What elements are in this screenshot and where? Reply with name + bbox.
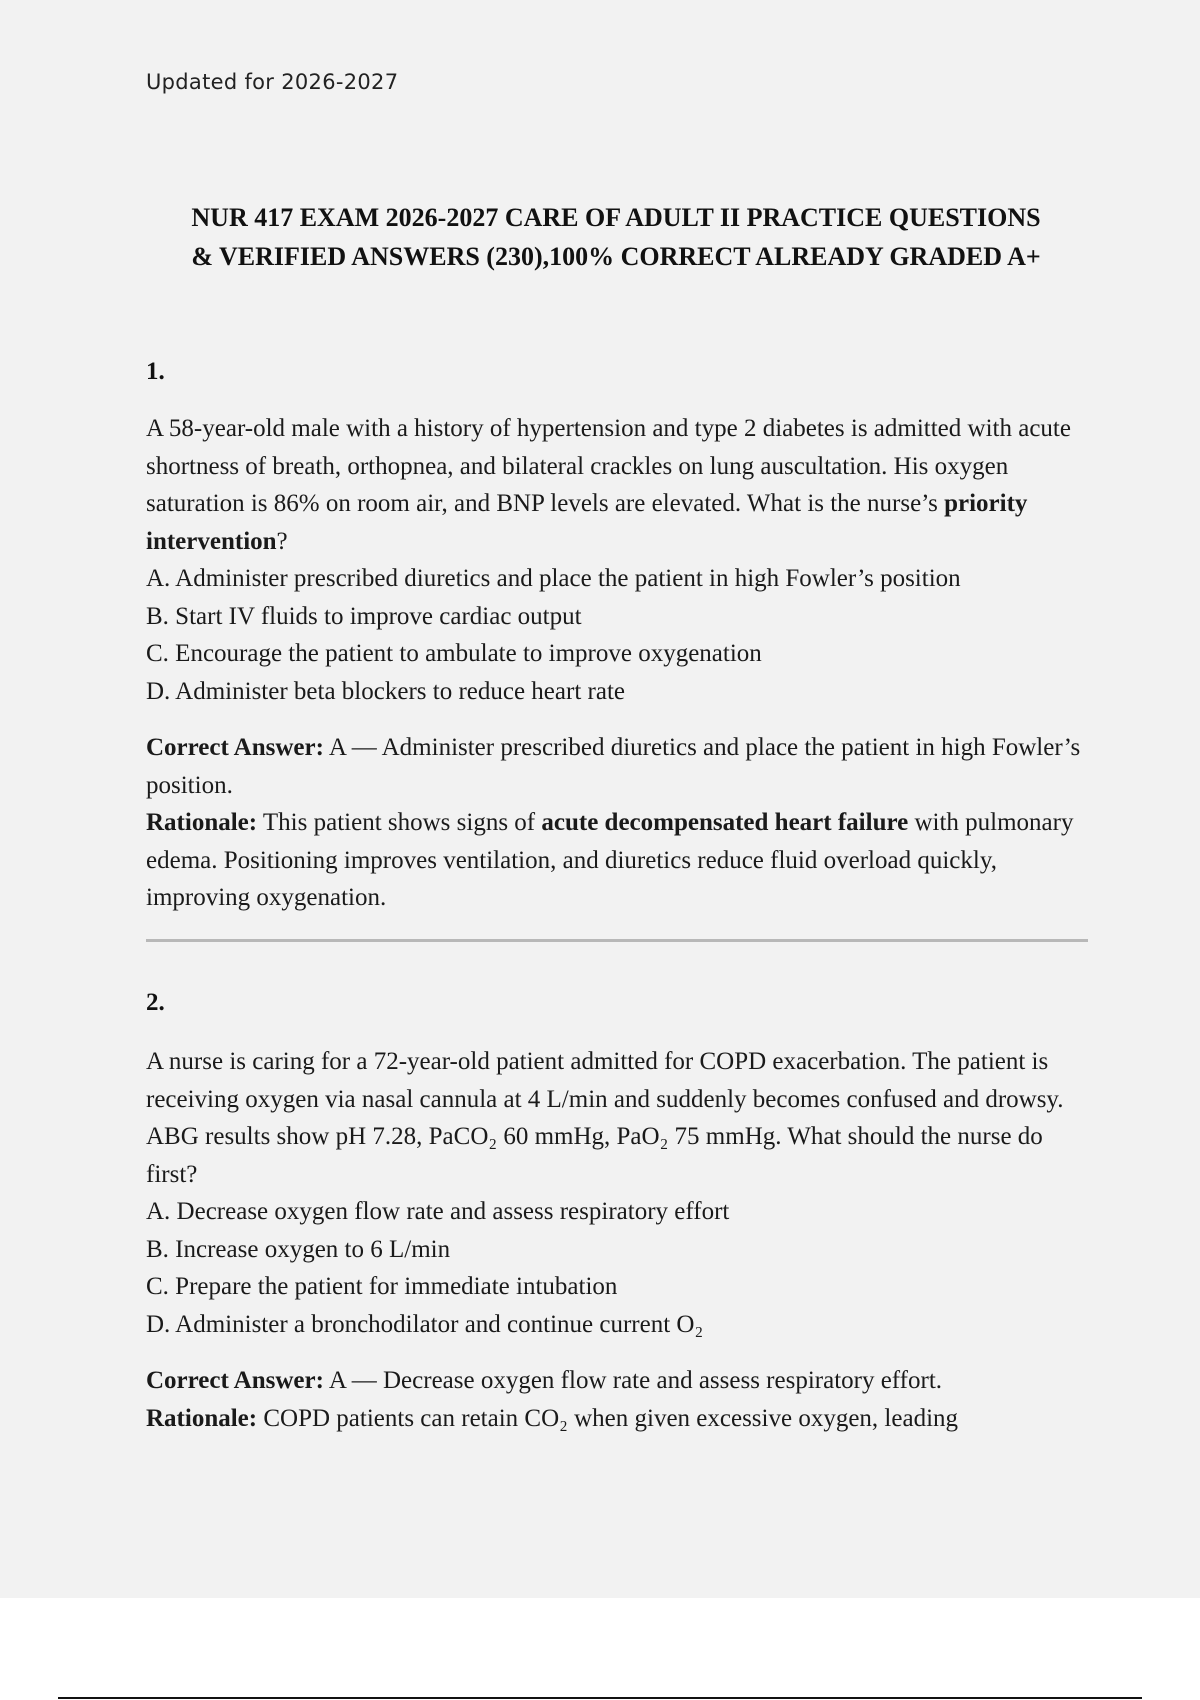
document-title bbox=[146, 198, 1086, 276]
question-2-answer bbox=[146, 1362, 1096, 1400]
question-2-stem: A nurse is caring for a 72-year-old patient admitted for COPD exacerbation. The patient is receiving oxygen via nasal cannula at 4 L/min and suddenly becomes confused and drowsy. ABG results show pH 7.28, PaCO₂ 60 mmHg, PaO₂ 75 mmHg. What should the nurse do first? bbox=[146, 1048, 1064, 1188]
question-1-stem-text: A 58-year-old male with a history of hypertension and type 2 diabetes is admitted with acute shortness of breath, orthopnea, and bilateral crackles on lung auscultation. His oxygen saturation is 86% on room air, and BNP levels are elevated. What is the nurse’s bbox=[146, 415, 1071, 517]
question-2-option-b: B. Increase oxygen to 6 L/min bbox=[146, 1235, 451, 1263]
question-1-answer-text: A — Administer prescribed diuretics and place the patient in high Fowler’s position. bbox=[146, 734, 1081, 799]
question-2-answer-text: A — Decrease oxygen flow rate and assess respiratory effort. bbox=[323, 1367, 943, 1394]
question-1-rationale bbox=[146, 804, 1096, 917]
question-1-stem bbox=[146, 410, 1096, 560]
question-1-option-a: A. Administer prescribed diuretics and place the patient in high Fowler’s position bbox=[146, 565, 961, 592]
question-2-option-d: D. Administer a bronchodilator and continue current O₂ bbox=[146, 1310, 704, 1338]
title-line-1: NUR 417 EXAM 2026-2027 CARE OF ADULT II PRACTICE QUESTIONS bbox=[191, 203, 1041, 232]
question-1-answer-block bbox=[146, 729, 1096, 917]
question-1-stem-emphasis: priority intervention bbox=[146, 490, 1028, 555]
question-1-rationale-emphasis: acute decompensated heart failure bbox=[541, 809, 909, 836]
question-1-option-d: D. Administer beta blockers to reduce heart rate bbox=[146, 677, 625, 705]
question-1-stem-end: ? bbox=[276, 527, 288, 555]
question-1-answer bbox=[146, 729, 1096, 804]
question-2-answer-label: Correct Answer: bbox=[146, 1367, 324, 1394]
question-2-body bbox=[146, 1043, 1096, 1343]
question-2-answer-block bbox=[146, 1362, 1096, 1437]
question-1-rationale-end: with pulmonary edema. Positioning improves ventilation, and diuretics reduce fluid overload quickly, improving oxygenation. bbox=[146, 809, 1074, 911]
question-1-option-c: C. Encourage the patient to ambulate to improve oxygenation bbox=[146, 640, 762, 667]
question-2-number: 2. bbox=[146, 989, 165, 1016]
question-1-number: 1. bbox=[146, 358, 165, 385]
question-2-option-a: A. Decrease oxygen flow rate and assess respiratory effort bbox=[146, 1198, 730, 1225]
header-note: Updated for 2026-2027 bbox=[146, 70, 399, 94]
title-line-2: & VERIFIED ANSWERS (230),100% CORRECT ALREADY GRADED A+ bbox=[191, 242, 1041, 271]
question-2-rationale-label: Rationale: bbox=[146, 1404, 258, 1432]
question-1-rationale-label: Rationale: bbox=[146, 809, 258, 836]
question-1-rationale-text: This patient shows signs of bbox=[257, 809, 542, 836]
question-1-body bbox=[146, 410, 1096, 710]
section-divider bbox=[146, 939, 1088, 942]
question-2-rationale-text: COPD patients can retain CO₂ when given excessive oxygen, leading bbox=[257, 1404, 959, 1432]
footer-rule bbox=[58, 1697, 1142, 1699]
question-2-rationale bbox=[146, 1400, 1096, 1438]
question-2-option-c: C. Prepare the patient for immediate intubation bbox=[146, 1273, 618, 1300]
question-1-option-b: B. Start IV fluids to improve cardiac output bbox=[146, 602, 582, 630]
question-1-answer-label: Correct Answer: bbox=[146, 734, 324, 761]
